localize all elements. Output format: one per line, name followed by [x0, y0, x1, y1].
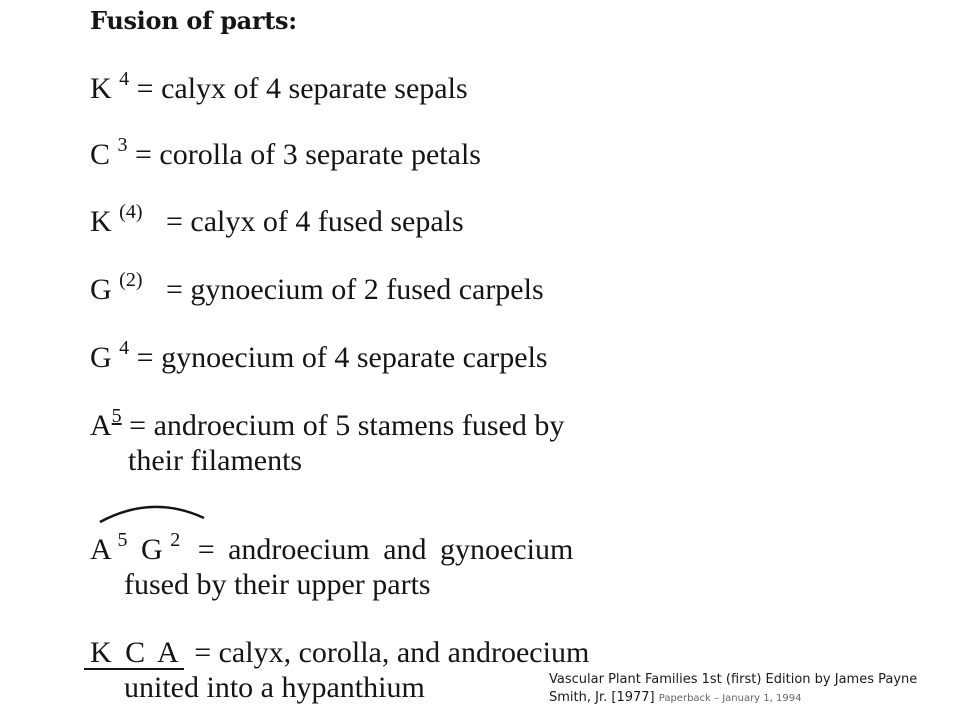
formula-symbol: G [90, 273, 112, 306]
formula-description: = corolla of 3 separate petals [135, 138, 481, 171]
formula-continuation: fused by their upper parts [124, 568, 431, 601]
formula-superscript: 3 [117, 134, 128, 156]
formula-symbol: C [90, 138, 111, 171]
formula-androecium-filaments [90, 405, 565, 477]
formula-calyx-fused [90, 201, 464, 239]
book-format: Paperback – January 1, 1994 [658, 693, 802, 704]
formula-superscript: (4) [119, 201, 143, 223]
formula-corolla-separate [90, 134, 481, 172]
formula-superscript: 4 [119, 68, 130, 90]
formula-continuation: united into a hypanthium [124, 671, 425, 704]
section-heading: Fusion of parts: [90, 6, 297, 35]
formula-superscript: 4 [119, 337, 130, 359]
fusion-arc-icon [96, 502, 208, 526]
formula-gynoecium-fused [90, 269, 544, 307]
formula-superscript-2: 2 [170, 529, 181, 551]
formula-symbol: K [90, 72, 112, 105]
formula-description: = calyx of 4 separate sepals [136, 72, 468, 105]
formula-superscript: 5 [111, 405, 122, 427]
book-title[interactable]: Vascular Plant Families 1st (first) Edition by James Payne Smith, Jr. [1977] [549, 672, 918, 705]
formula-description: = androecium and gynoecium [197, 533, 574, 566]
formula-symbol-2: G [141, 533, 163, 566]
formula-description: = gynoecium of 2 fused carpels [166, 273, 544, 306]
formula-description: = androecium of 5 stamens fused by [129, 409, 565, 442]
formula-calyx-separate [90, 68, 468, 106]
formula-symbol: A [90, 409, 112, 442]
formula-description: = gynoecium of 4 separate carpels [136, 341, 548, 374]
formula-symbol: K [90, 205, 112, 238]
formula-androecium-gynoecium [90, 529, 574, 601]
hypanthium-underline [84, 668, 184, 670]
book-caption [549, 671, 949, 708]
formula-superscript: 5 [117, 529, 128, 551]
formula-symbol: G [90, 341, 112, 374]
formula-description: = calyx of 4 fused sepals [166, 205, 464, 238]
formula-symbol: K C A [90, 636, 179, 669]
formula-continuation: their filaments [128, 444, 303, 477]
formula-gynoecium-separate [90, 337, 548, 375]
formula-superscript: (2) [119, 269, 143, 291]
formula-description: = calyx, corolla, and androecium [194, 636, 590, 669]
formula-hypanthium [90, 636, 590, 704]
formula-symbol: A [90, 533, 111, 566]
